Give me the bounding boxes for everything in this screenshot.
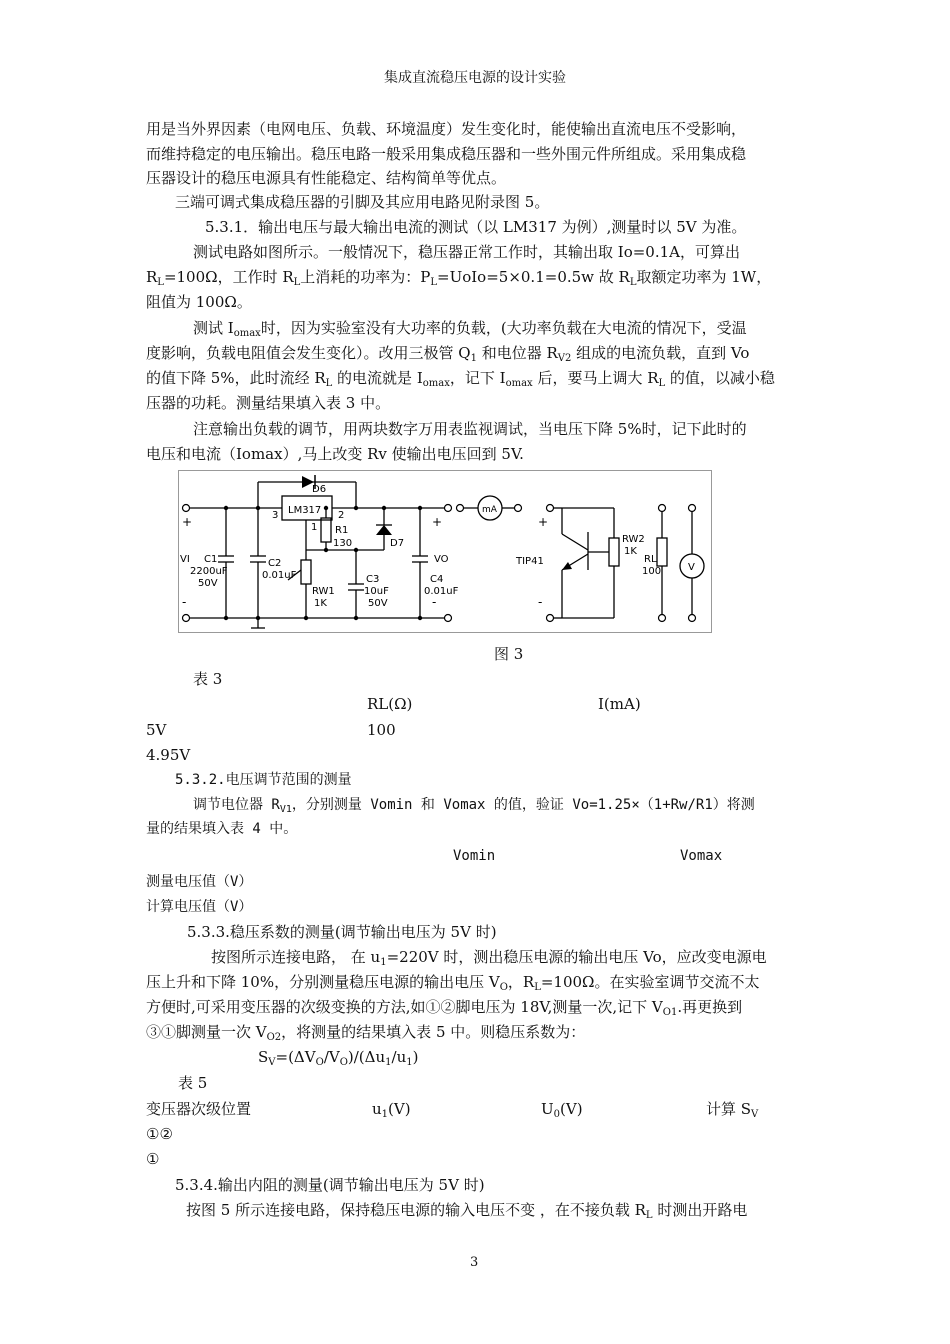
svg-text:1: 1 [311,522,318,533]
paragraph-line: 注意输出负载的调节，用两块数字万用表监视调试，当电压下降 5%时，记下此时的 [193,420,747,438]
table-row-label: ① [146,1150,160,1168]
svg-text:-: - [432,595,437,609]
svg-text:D6: D6 [312,484,327,495]
paragraph-line: 压器设计的稳压电源具有性能稳定、结构简单等优点。 [146,169,507,187]
paragraph-line: 而维持稳定的电压输出。稳压电路一般采用集成稳压器和一些外围元件所组成。采用集成稳 [146,145,747,163]
paragraph-line: 方便时,可采用变压器的次级变换的方法,如①②脚电压为 18V,测量一次,记下 $V_{O1}$.再更换到 [146,998,743,1018]
svg-text:50V: 50V [368,598,388,609]
paragraph-line: 电压和电流（Iomax）,马上改变 Rv 使输出电压回到 5V. [146,445,524,463]
paragraph-line: 测试电路如图所示。一般情况下，稳压器正常工作时，其输出取 Io=0.1A，可算出 [193,243,740,261]
svg-text:-: - [538,595,543,609]
paragraph-line: 三端可调式集成稳压器的引脚及其应用电路见附录图 5。 [175,193,550,211]
table-header: 变压器次级位置 [146,1100,252,1118]
table-header: RL(Ω) [367,695,413,713]
page-header: 集成直流稳压电源的设计实验 [384,70,566,86]
section-heading-534: 5.3.4.输出内阻的测量(调节输出电压为 5V 时) [175,1176,485,1194]
svg-text:2: 2 [338,510,345,521]
svg-text:+: + [182,515,193,529]
table-header: Vomin [453,848,496,864]
table-row-label: 计算电压值（V） [146,899,253,915]
paragraph-line: $R_L=100\Omega$，工作时 $R_L$上消耗的功率为：$P_L=UoIo=5\times 0.1=0.5w$ 故 $R_L$取额定功率为 1W， [146,268,772,288]
paragraph-line: ③①脚测量一次 $V_{O2}$，将测量的结果填入表 5 中。则稳压系数为： [146,1023,586,1043]
table-title: 表 5 [178,1074,208,1092]
svg-text:130: 130 [333,538,353,549]
svg-text:0.01uF: 0.01uF [262,570,297,581]
svg-text:-: - [182,595,187,609]
circuit-diagram [178,470,712,633]
svg-text:V: V [688,562,695,573]
svg-text:+: + [538,515,549,529]
svg-text:1K: 1K [624,546,637,557]
table-title: 表 3 [193,670,223,688]
section-heading-532: 5.3.2.电压调节范围的测量 [175,772,352,788]
svg-text:RW1: RW1 [312,586,335,597]
table-header: $U_0(V)$ [541,1100,583,1120]
svg-text:LM317: LM317 [288,505,322,516]
section-heading-531: 5.3.1．输出电压与最大输出电流的测试（以 LM317 为例）,测量时以 5V 为准。 [205,218,747,236]
table-cell: 100 [367,721,396,739]
svg-text:50V: 50V [198,578,218,589]
svg-text:C4: C4 [430,574,444,585]
table-cell: 4.95V [146,746,191,764]
formula: $S_V=(\Delta V_O/V_O)/(\Delta u_1/u_1)$ [258,1048,419,1068]
svg-text:R1: R1 [335,525,349,536]
svg-text:mA: mA [482,505,497,515]
table-header: $u_1(V)$ [372,1100,411,1120]
svg-text:VI: VI [180,554,190,565]
table-header: Vomax [680,848,723,864]
paragraph-line: 度影响，负载电阻值会发生变化）。改用三极管 $Q_1$ 和电位器 $R_{V2}$ 组成的电流负载，直到 Vo [146,344,750,364]
paragraph-line: 按图所示连接电路， 在 $u_1=220V$ 时，测出稳压电源的输出电压 Vo，应改变电源电 [211,948,767,968]
svg-text:3: 3 [272,510,279,521]
paragraph-line: 测试 $I_{omax}$时，因为实验室没有大功率的负载，(大功率负载在大电流的情况下，受温 [193,319,747,339]
paragraph-line: 的值下降 5%，此时流经 $R_L$ 的电流就是 $I_{omax}$，记下 $I_{omax}$ 后，要马上调大 $R_L$ 的值，以减小稳 [146,369,775,389]
paragraph-line: 压器的功耗。测量结果填入表 3 中。 [146,394,391,412]
svg-text:+: + [432,515,443,529]
table-cell: 5V [146,721,167,739]
paragraph-line: 按图 5 所示连接电路，保持稳压电源的输入电压不变 ，在不接负载 $R_L$ 时测出开路电 [186,1201,748,1221]
svg-text:TIP41: TIP41 [516,556,544,567]
svg-text:RW2: RW2 [622,534,645,545]
figure-caption: 图 3 [494,645,524,663]
table-row-label: ①② [146,1125,173,1143]
paragraph-line: 阻值为 100Ω。 [146,293,252,311]
svg-text:C3: C3 [366,574,380,585]
paragraph-line: 量的结果填入表 4 中。 [146,821,298,837]
svg-text:C2: C2 [268,558,282,569]
page-number: 3 [470,1255,479,1270]
paragraph-line: 调节电位器 $R_{V1}$，分别测量 Vomin 和 Vomax 的值，验证 Vo=1.25×（1+Rw/R1）将测 [193,797,755,815]
paragraph-line: 用是当外界因素（电网电压、负载、环境温度）发生变化时，能使输出直流电压不受影响， [146,120,747,138]
svg-text:1K: 1K [314,598,327,609]
svg-text:RL: RL [644,554,657,565]
svg-text:10uF: 10uF [364,586,389,597]
paragraph-line: 压上升和下降 10%，分别测量稳压电源的输出电压 $V_O$，$R_L=100\Omega$。在实验室调节交流不太 [146,973,760,993]
table-header: 计算 $S_V$ [706,1100,759,1120]
svg-text:100: 100 [642,566,662,577]
table-row-label: 测量电压值（V） [146,874,253,890]
section-heading-533: 5.3.3.稳压系数的测量(调节输出电压为 5V 时) [187,923,497,941]
table-header: I(mA) [598,695,641,713]
svg-text:0.01uF: 0.01uF [424,586,459,597]
svg-text:D7: D7 [390,538,405,549]
svg-text:VO: VO [434,554,449,565]
svg-text:2200uF: 2200uF [190,566,228,577]
svg-text:C1: C1 [204,554,218,565]
